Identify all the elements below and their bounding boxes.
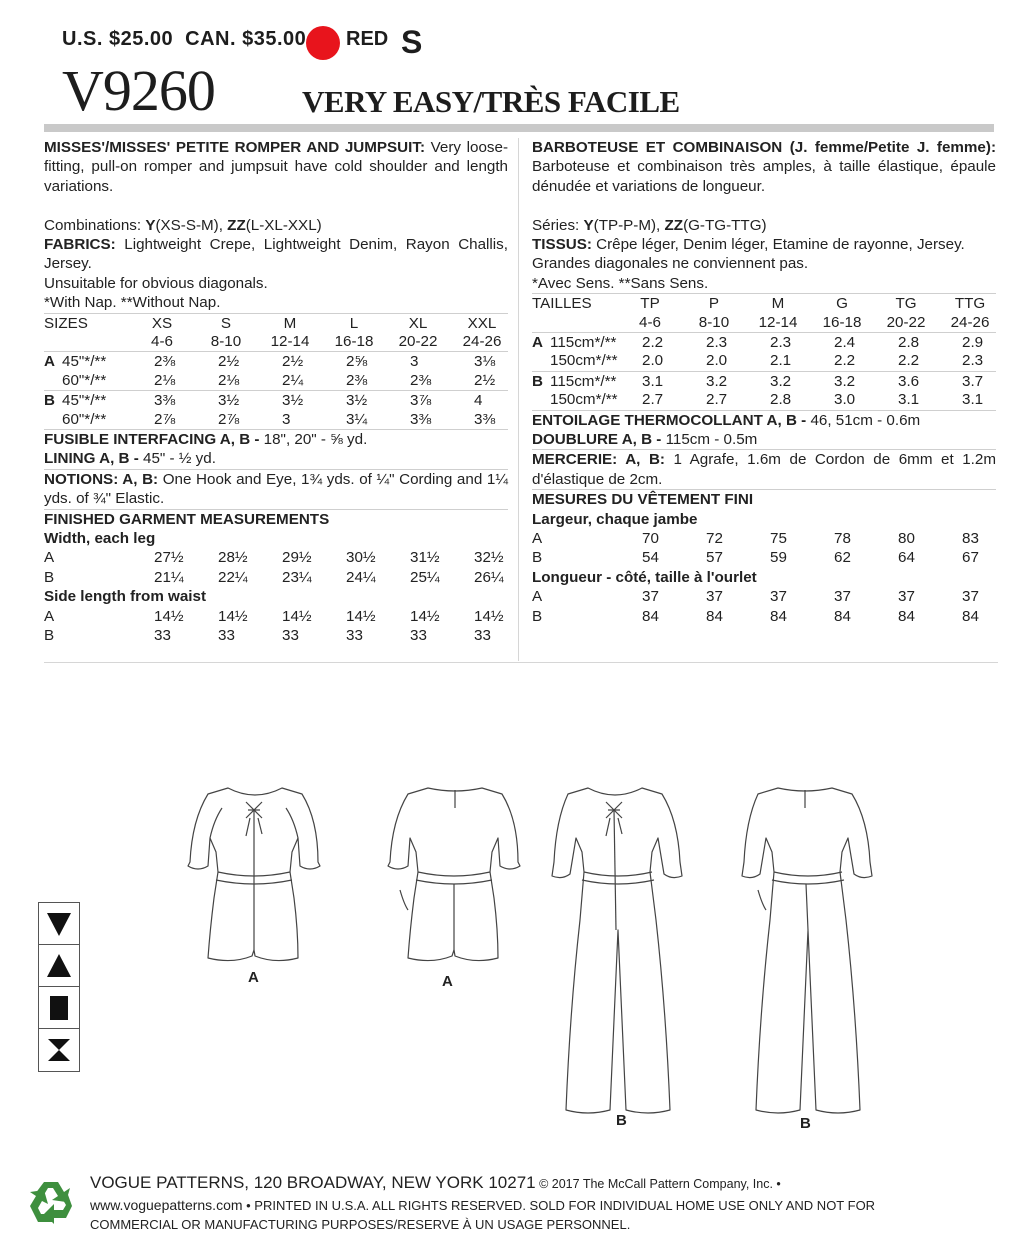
size-number: 16-18	[822, 313, 862, 331]
side-length-heading: Side length from waist	[44, 588, 207, 606]
interfacing-text: 18", 20" - ⅝ yd.	[259, 430, 368, 448]
size-code: M	[771, 295, 785, 313]
yardage-value: 2⅛	[218, 371, 240, 389]
yardage-row	[532, 390, 996, 409]
measure-value: 37	[834, 588, 851, 606]
yardage-value: 3.1	[642, 372, 664, 390]
size-code: XXL	[467, 314, 497, 332]
yardage-view: A	[44, 353, 55, 371]
measure-value: 33	[282, 627, 299, 644]
yardage-row	[44, 351, 508, 370]
footer-rights-line-2: COMMERCIAL OR MANUFACTURING PURPOSES/RESERVE À UN USAGE PERSONNEL.	[90, 1217, 631, 1232]
size-code: TTG	[954, 295, 986, 313]
measure-value: 33	[346, 627, 363, 644]
triangle-down-icon	[39, 903, 79, 945]
yardage-value: 3.0	[834, 391, 856, 409]
triangle-up-icon	[39, 945, 79, 987]
yardage-value: 3	[282, 410, 291, 428]
row-view: A	[532, 588, 543, 606]
measure-value: 78	[834, 530, 851, 548]
measure-value: 27½	[154, 549, 184, 567]
measure-value: 26¼	[474, 568, 504, 586]
yardage-view: A	[532, 334, 543, 352]
header-divider	[44, 124, 994, 132]
measure-value: 28½	[218, 549, 248, 567]
measure-value: 72	[706, 530, 723, 548]
view-label-a2: A	[442, 973, 453, 990]
interfacing	[532, 410, 996, 430]
row-view: A	[532, 530, 543, 548]
width-row	[532, 548, 996, 567]
measure-value: 70	[642, 530, 659, 548]
garment-illustrations	[170, 780, 890, 1140]
combo-zz-sizes: (L-XL-XXL)	[245, 216, 322, 234]
measure-value: 84	[706, 607, 723, 625]
measure-value: 67	[962, 549, 979, 567]
measure-value: 14½	[154, 607, 184, 625]
size-number: 20-22	[886, 313, 926, 331]
row-view: B	[44, 568, 55, 586]
notions-label: NOTIONS: A, B:	[44, 470, 159, 488]
measure-value: 24¼	[346, 568, 376, 586]
symbol-legend	[38, 902, 80, 1072]
combo-y-sizes: (XS-S-M),	[155, 216, 228, 234]
yardage-value: 2⅝	[346, 353, 368, 371]
yardage-value: 2½	[218, 353, 240, 371]
lining-label: LINING A, B -	[44, 450, 139, 468]
width-row	[44, 568, 508, 587]
yardage-value: 3.1	[962, 391, 984, 409]
yardage-value: 2.8	[898, 334, 920, 352]
footer-copyright: © 2017 The McCall Pattern Company, Inc. •	[535, 1177, 781, 1191]
measure-value: 64	[898, 549, 915, 567]
column-divider	[518, 138, 519, 661]
yardage-value: 2.7	[642, 391, 664, 409]
spacer	[532, 196, 996, 215]
price-line	[62, 28, 318, 51]
measure-value: 59	[770, 549, 787, 567]
yardage-row	[44, 410, 508, 429]
fabrics-label: FABRICS:	[44, 236, 116, 254]
side-length-row	[532, 607, 996, 626]
footer-rights-1: • PRINTED IN U.S.A. ALL RIGHTS RESERVED. SOLD FOR INDIVIDUAL HOME USE ONLY AND NOT FOR	[242, 1198, 876, 1213]
yardage-width: 150cm*/**	[550, 352, 618, 370]
size-number: 4-6	[639, 313, 661, 331]
description-text: Very loose-fitting, pull-on romper and jumpsuit have cold shoulder and length variations.	[44, 139, 508, 195]
yardage-value: 3⅜	[410, 410, 432, 428]
nap-note: *Avec Sens. **Sans Sens.	[532, 274, 709, 292]
lining	[532, 430, 996, 449]
color-dot	[306, 26, 340, 60]
yardage-value: 2½	[474, 371, 496, 389]
difficulty-label: VERY EASY/TRÈS FACILE	[302, 84, 680, 119]
row-view: B	[532, 549, 543, 567]
yardage-row	[532, 371, 996, 390]
notions-text: One Hook and Eye, 1¾ yds. of ¼" Cording and 1¼ yds. of ¾" Elastic.	[44, 470, 508, 508]
yardage-value: 3.2	[706, 372, 728, 390]
row-view: B	[44, 627, 55, 644]
measure-value: 33	[154, 627, 171, 644]
footer-company-line	[90, 1173, 781, 1193]
jumpsuit-back-sketch	[742, 788, 872, 1113]
yardage-value: 2.3	[706, 334, 728, 352]
color-label: RED	[346, 28, 389, 50]
size-number: 16-18	[334, 333, 374, 351]
yardage-width: 45"*/**	[62, 353, 107, 371]
combo-zz: ZZ	[227, 216, 246, 234]
fabrics-text: Crêpe léger, Denim léger, Etamine de rayonne, Jersey.	[591, 236, 965, 254]
measure-value: 37	[642, 588, 659, 606]
yardage-value: 2¼	[282, 371, 304, 389]
lining-text: 115cm - 0.5m	[661, 430, 758, 448]
combinations-label: Séries:	[532, 216, 584, 234]
combo-zz-sizes: (G-TG-TTG)	[683, 216, 767, 234]
width-row	[44, 548, 508, 567]
yardage-width: 45"*/**	[62, 392, 107, 410]
side-length-heading: Longueur - côté, taille à l'ourlet	[532, 568, 757, 586]
width-heading: Width, each leg	[44, 530, 156, 548]
finished-measurements-heading: FINISHED GARMENT MEASUREMENTS	[44, 509, 508, 529]
yardage-value: 2½	[282, 353, 304, 371]
width-heading: Largeur, chaque jambe	[532, 510, 698, 528]
yardage-value: 3¼	[346, 410, 368, 428]
footer-website: www.voguepatterns.com	[90, 1197, 243, 1213]
yardage-width: 150cm*/**	[550, 391, 618, 409]
combo-y: Y	[145, 216, 156, 234]
yardage-value: 2.3	[962, 352, 984, 370]
measure-value: 37	[962, 588, 979, 606]
size-number: 24-26	[462, 333, 502, 351]
measure-value: 84	[770, 607, 787, 625]
yardage-view: B	[532, 372, 543, 390]
interfacing-text: 46, 51cm - 0.6m	[806, 411, 921, 429]
yardage-value: 2.2	[834, 352, 856, 370]
yardage-value: 2⅜	[346, 371, 368, 389]
measure-value: 54	[642, 549, 659, 567]
yardage-value: 2.2	[898, 352, 920, 370]
measure-value: 31½	[410, 549, 440, 567]
price-can: CAN. $35.00	[185, 28, 307, 50]
measure-value: 37	[770, 588, 787, 606]
lining-label: DOUBLURE A, B -	[532, 430, 662, 448]
fabrics-text: Lightweight Crepe, Lightweight Denim, Rayon Challis, Jersey.	[44, 236, 508, 273]
lining-text: 45" - ½ yd.	[138, 450, 216, 468]
size-number-row	[44, 332, 508, 351]
fabrics	[532, 235, 996, 254]
notions-text: 1 Agrafe, 1.6m de Cordon de 6mm et 1.2m d'élastique de 2cm.	[532, 451, 997, 488]
yardage-value: 2⅜	[154, 353, 176, 371]
yardage-value: 3½	[282, 392, 304, 410]
sizes-header-row	[532, 293, 996, 312]
yardage-width: 115cm*/**	[550, 334, 617, 352]
measure-value: 80	[898, 530, 915, 548]
yardage-value: 3.2	[834, 372, 856, 390]
french-column	[532, 138, 996, 626]
hourglass-icon	[39, 1029, 79, 1071]
interfacing-label: FUSIBLE INTERFACING A, B -	[44, 430, 260, 448]
text-bottom-rule	[44, 662, 998, 663]
description-title: MISSES'/MISSES' PETITE ROMPER AND JUMPSUIT:	[44, 139, 426, 156]
description-title: BARBOTEUSE ET COMBINAISON (J. femme/Petite J. femme):	[532, 139, 996, 156]
nap-note: *With Nap. **Without Nap.	[44, 294, 221, 312]
combinations-label: Combinations:	[44, 216, 146, 234]
yardage-value: 2.0	[706, 352, 728, 370]
unsuitable-note: Grandes diagonales ne conviennent pas.	[532, 255, 809, 273]
yardage-value: 2⅜	[410, 371, 432, 389]
measure-value: 84	[898, 607, 915, 625]
sizes-label: SIZES	[44, 314, 88, 332]
yardage-value: 3⅛	[474, 353, 496, 371]
width-row	[532, 529, 996, 548]
size-code: P	[708, 295, 720, 313]
yardage-value: 2.0	[642, 352, 664, 370]
size-code: XL	[408, 314, 428, 332]
measure-value: 29½	[282, 549, 312, 567]
size-code: XS	[151, 314, 173, 332]
notions-label: MERCERIE: A, B:	[532, 451, 665, 469]
side-length-row	[44, 607, 508, 626]
measure-value: 84	[962, 607, 979, 625]
footer-company: VOGUE PATTERNS, 120 BROADWAY, NEW YORK 10271	[90, 1173, 536, 1192]
recycle-icon	[24, 1176, 78, 1230]
yardage-value: 2.7	[706, 391, 728, 409]
size-combinations	[44, 216, 508, 235]
side-length-row	[44, 626, 508, 645]
square-icon	[39, 987, 79, 1029]
yardage-view: B	[44, 392, 55, 410]
measure-value: 33	[474, 627, 491, 644]
size-combinations	[532, 216, 996, 235]
measure-value: 21¼	[154, 568, 184, 586]
size-number: 12-14	[758, 313, 798, 331]
measure-value: 14½	[282, 607, 312, 625]
combo-y-sizes: (TP-P-M),	[593, 216, 665, 234]
measure-value: 33	[218, 627, 235, 644]
size-code: L	[349, 314, 359, 332]
yardage-value: 3⅞	[410, 392, 432, 410]
yardage-row	[44, 371, 508, 390]
yardage-value: 3⅜	[474, 410, 496, 428]
combo-y: Y	[583, 216, 594, 234]
measure-value: 37	[706, 588, 723, 606]
row-view: A	[44, 549, 55, 567]
yardage-value: 3½	[218, 392, 240, 410]
measure-value: 84	[834, 607, 851, 625]
romper-back-sketch	[388, 788, 520, 961]
measure-value: 57	[706, 549, 723, 567]
measure-value: 14½	[218, 607, 248, 625]
price-us: U.S. $25.00	[62, 28, 174, 50]
english-column	[44, 138, 508, 645]
measure-value: 32½	[474, 549, 504, 567]
description-text: Barboteuse et combinaison très amples, à taille élastique, épaule dénudée et variations de longueur.	[532, 158, 996, 195]
yardage-value: 2.8	[770, 391, 792, 409]
pattern-number: V9260	[62, 58, 215, 123]
measure-value: 62	[834, 549, 851, 567]
measure-value: 84	[642, 607, 659, 625]
garment-description	[532, 138, 996, 196]
yardage-value: 3.2	[770, 372, 792, 390]
yardage-value: 2⅛	[154, 371, 176, 389]
size-number: 24-26	[950, 313, 990, 331]
yardage-value: 3.6	[898, 372, 920, 390]
yardage-width: 60"*/**	[62, 410, 107, 428]
measure-value: 23¼	[282, 568, 312, 586]
size-number: 4-6	[151, 333, 173, 351]
yardage-width: 115cm*/**	[550, 372, 617, 390]
yardage-width: 60"*/**	[62, 371, 107, 389]
size-number: 20-22	[398, 333, 438, 351]
yardage-value: 3.1	[898, 391, 920, 409]
size-number: 8-10	[210, 333, 242, 351]
size-code: S	[220, 314, 232, 332]
yardage-value: 2.2	[642, 334, 664, 352]
size-code: TG	[895, 295, 917, 313]
footer-rights-line-1	[90, 1197, 875, 1213]
yardage-value: 2⅞	[154, 410, 176, 428]
yardage-row	[44, 390, 508, 409]
romper-front-sketch	[188, 788, 320, 961]
measure-value: 30½	[346, 549, 376, 567]
side-length-row	[532, 587, 996, 606]
yardage-row	[532, 351, 996, 370]
view-label-a1: A	[248, 969, 259, 986]
measure-value: 33	[410, 627, 427, 644]
measure-value: 22¼	[218, 568, 248, 586]
measure-value: 75	[770, 530, 787, 548]
view-label-b1: B	[616, 1112, 627, 1129]
row-view: A	[44, 607, 55, 625]
measure-value: 37	[898, 588, 915, 606]
unsuitable-note: Unsuitable for obvious diagonals.	[44, 274, 268, 292]
yardage-value: 3½	[346, 392, 368, 410]
yardage-value: 4	[474, 392, 483, 410]
jumpsuit-front-sketch	[552, 788, 682, 1113]
measure-value: 14½	[474, 607, 504, 625]
fabrics	[44, 235, 508, 274]
yardage-value: 2.4	[834, 334, 856, 352]
combo-zz: ZZ	[664, 216, 684, 234]
size-letter: S	[401, 24, 423, 60]
size-number: 12-14	[270, 333, 310, 351]
yardage-value: 3⅜	[154, 392, 176, 410]
row-view: B	[532, 607, 543, 625]
garment-description	[44, 138, 508, 196]
yardage-value: 2⅞	[218, 410, 240, 428]
yardage-value: 3	[410, 353, 419, 371]
measure-value: 14½	[410, 607, 440, 625]
fabrics-label: TISSUS:	[532, 236, 592, 254]
size-number: 8-10	[698, 313, 730, 331]
size-code: TP	[640, 295, 660, 313]
yardage-row	[532, 332, 996, 351]
finished-measurements-heading: MESURES DU VÊTEMENT FINI	[532, 489, 996, 509]
yardage-value: 2.9	[962, 334, 984, 352]
yardage-value: 3.7	[962, 372, 984, 390]
lining	[44, 449, 508, 468]
interfacing	[44, 429, 508, 449]
measure-value: 83	[962, 530, 979, 548]
header	[0, 0, 1023, 130]
size-code: M	[283, 314, 297, 332]
size-number-row	[532, 313, 996, 332]
sizes-header-row	[44, 313, 508, 332]
interfacing-label: ENTOILAGE THERMOCOLLANT A, B -	[532, 411, 807, 429]
sizes-label: TAILLES	[532, 295, 592, 313]
yardage-value: 2.3	[770, 334, 792, 352]
size-code: G	[836, 295, 848, 313]
notions	[44, 469, 508, 509]
view-label-b2: B	[800, 1115, 811, 1132]
measure-value: 14½	[346, 607, 376, 625]
spacer	[44, 196, 508, 215]
measure-value: 25¼	[410, 568, 440, 586]
yardage-value: 2.1	[770, 352, 792, 370]
notions	[532, 449, 996, 489]
